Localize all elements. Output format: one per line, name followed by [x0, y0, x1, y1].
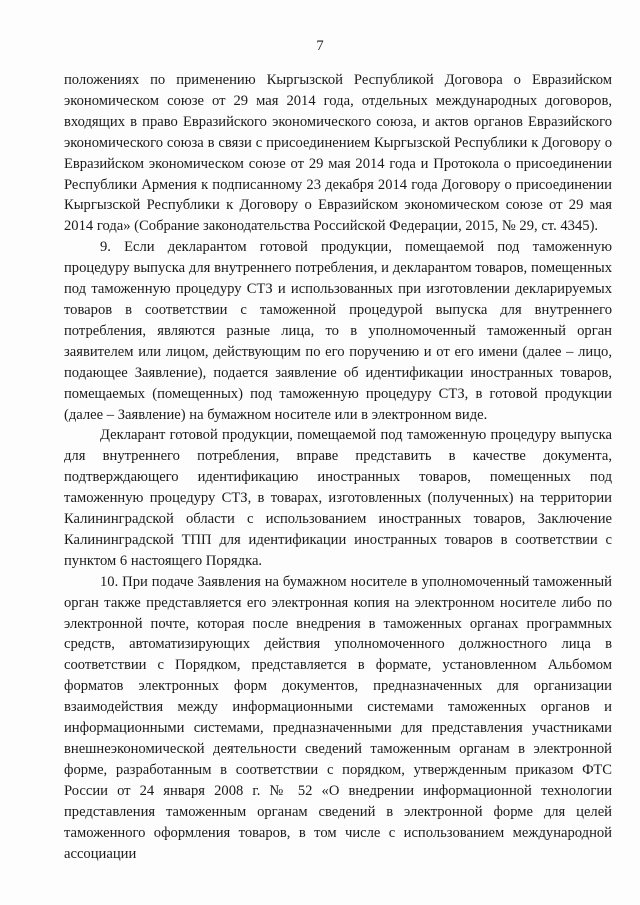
paragraph-continuation: положениях по применению Кыргызской Республикой Договора о Евразийском экономическом союзе от 29 мая 2014 года, отдельных международных договоров, входящих в право Евразийского экономического союза, и актов органов Евразийского экономического союза в связи с присоединением Кыргызской Республики к Договору о Евразийском экономическом союзе от 29 мая 2014 года и Протокола о присоединении Республики Армения к подписанному 23 декабря 2014 года Договору о присоединении Кыргызской Республики к Договору о Евразийском экономическом союзе от 29 мая 2014 года» (Собрание законодательства Российской Федерации, 2015, № 29, ст. 4345).	[64, 72, 612, 235]
document-body	[64, 70, 612, 864]
paragraph-declarant: Декларант готовой продукции, помещаемой под таможенную процедуру выпуска для внутреннего потребления, вправе представить в качестве документа, подтверждающего идентификацию иностранных товаров, помещенных под таможенную процедуру СТЗ, в товарах, изготовленных (полученных) на территории Калининградской области с использованием иностранных товаров, Заключение Калининградской ТПП для идентификации иностранных товаров в соответствии с пунктом 6 настоящего Порядка.	[64, 427, 612, 569]
paragraph-item-9: 9. Если декларантом готовой продукции, помещаемой под таможенную процедуру выпуска для внутреннего потребления, и декларантом товаров, помещенных под таможенную процедуру СТЗ и использованных при изготовлении декларируемых товаров в соответствии с таможенной процедурой выпуска для внутреннего потребления, являются разные лица, то в уполномоченный таможенный орган заявителем или лицом, действующим по его поручению и от его имени (далее – лицо, подающее Заявление), подается заявление об идентификации иностранных товаров, помещаемых (помещенных) под таможенную процедуру СТЗ, в готовой продукции (далее – Заявление) на бумажном носителе или в электронном виде.	[64, 239, 612, 423]
paragraph-item-10: 10. При подаче Заявления на бумажном носителе в уполномоченный таможенный орган также представляется его электронная копия на электронном носителе либо по электронной почте, которая после внедрения в таможенных органах программных средств, автоматизирующих действия уполномоченного должностного лица в соответствии с Порядком, представляется в формате, установленном Альбомом форматов электронных форм документов, предназначенных для организации взаимодействия между информационными системами таможенных органов и информационными системами, предназначенными для представления участниками внешнеэкономической деятельности сведений таможенным органам в электронной форме, разработанным в соответствии с порядком, утвержденным приказом ФТС России от 24 января 2008 г. № 52 «О внедрении информационной технологии представления таможенным органам сведений в электронной форме для целей таможенного оформления товаров, в том числе с использованием международной ассоциации	[64, 573, 612, 862]
page-number: 7	[316, 38, 324, 54]
